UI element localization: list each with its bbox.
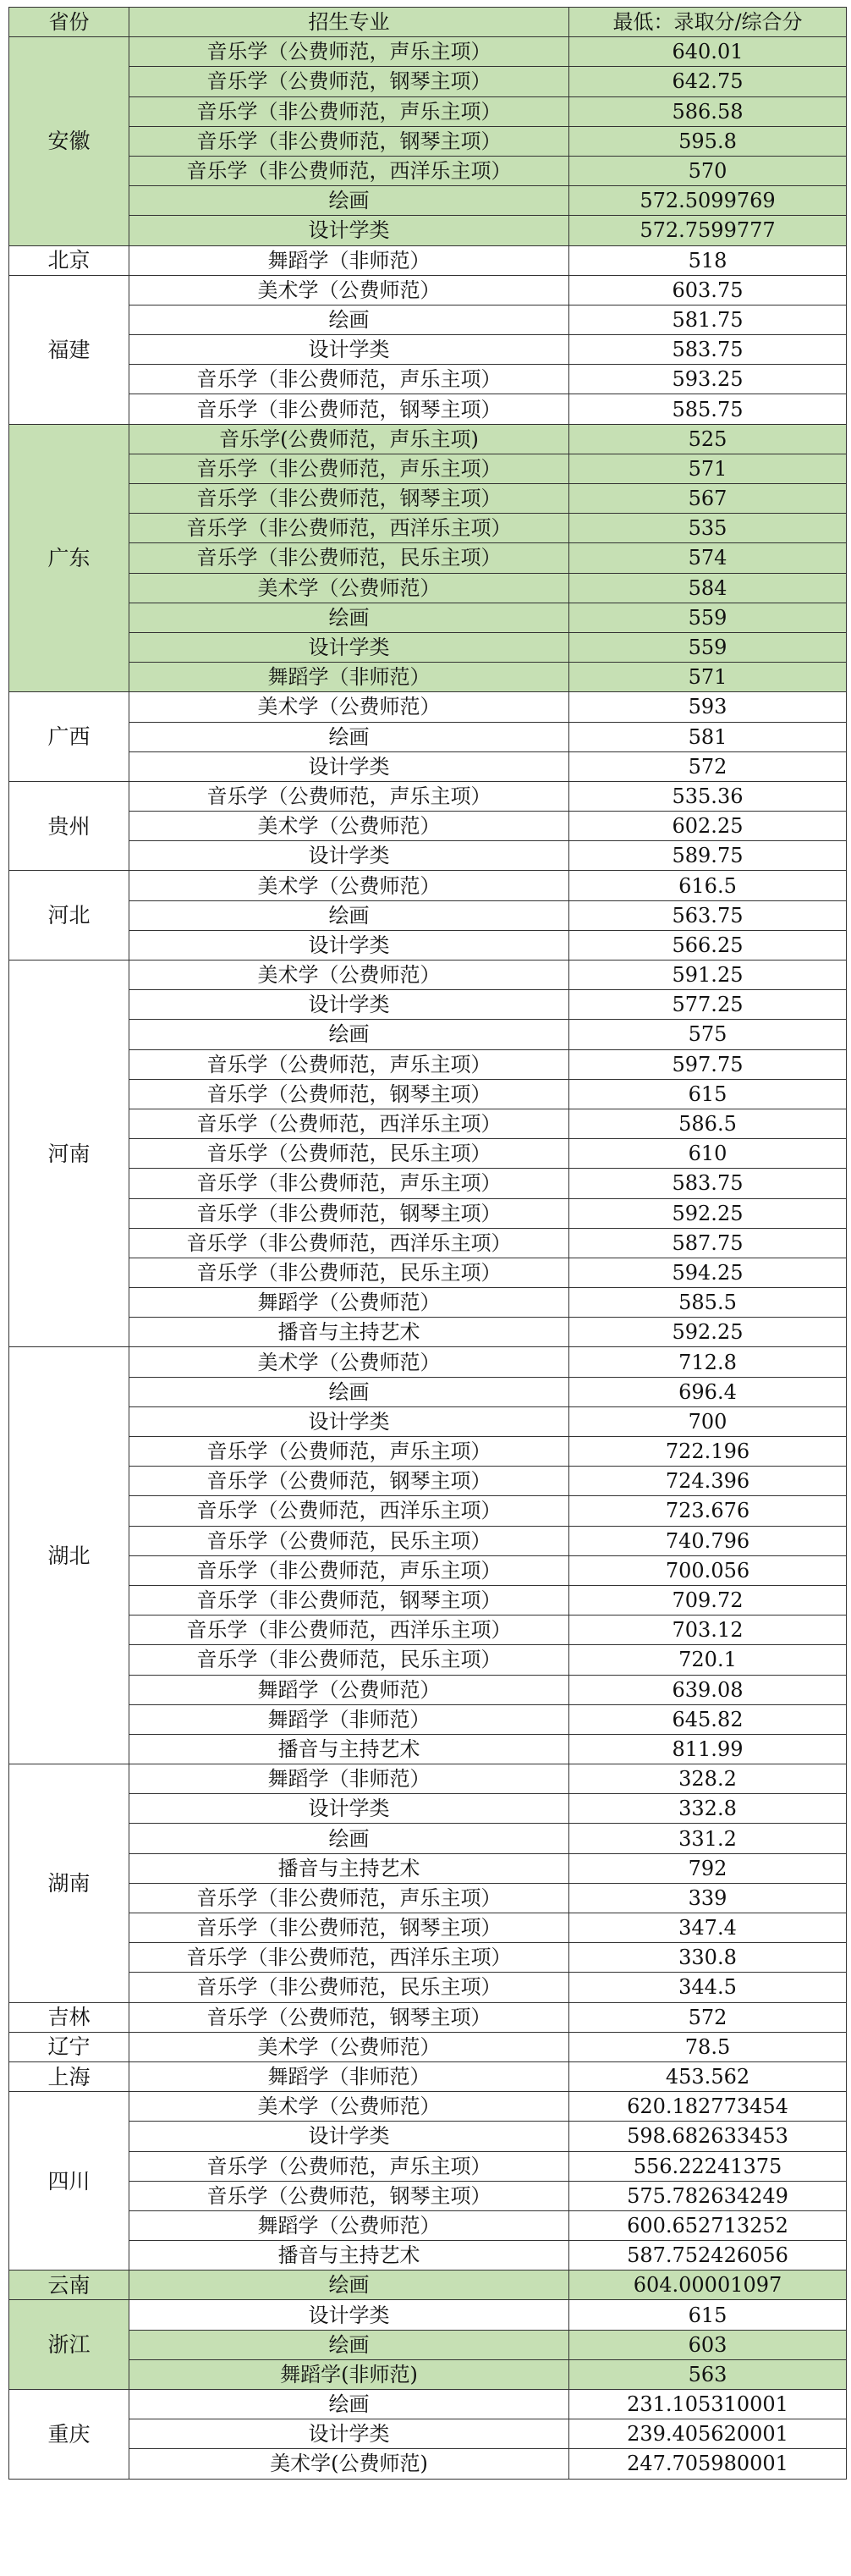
header-major: 招生专业 [129,8,569,37]
score-cell: 328.2 [569,1764,847,1794]
province-cell: 四川 [9,2092,129,2271]
province-cell: 福建 [9,275,129,424]
table-row [9,1616,847,1645]
major-cell: 音乐学（非公费师范，钢琴主项） [129,1585,569,1615]
major-cell: 绘画 [129,1824,569,1853]
table-row [9,1526,847,1555]
major-cell: 设计学类 [129,216,569,245]
score-cell: 574 [569,543,847,573]
table-row [9,2390,847,2419]
major-cell: 绘画 [129,2330,569,2359]
score-cell: 556.22241375 [569,2151,847,2181]
score-cell: 586.5 [569,1109,847,1138]
score-cell: 572 [569,751,847,781]
major-cell: 绘画 [129,1377,569,1406]
table-row [9,1406,847,1436]
table-row [9,1377,847,1406]
province-cell: 贵州 [9,781,129,871]
score-cell: 525 [569,424,847,454]
score-cell: 572.5099769 [569,186,847,216]
score-cell: 587.75 [569,1228,847,1258]
table-row [9,663,847,692]
score-cell: 583.75 [569,335,847,365]
table-row [9,454,847,483]
major-cell: 舞蹈学（非师范） [129,245,569,275]
score-cell: 331.2 [569,1824,847,1853]
table-row [9,2449,847,2479]
score-cell: 602.25 [569,812,847,841]
table-row [9,96,847,126]
score-cell: 586.58 [569,96,847,126]
table-row [9,2359,847,2389]
major-cell: 音乐学（非公费师范，钢琴主项） [129,484,569,514]
score-cell: 575 [569,1020,847,1049]
major-cell: 音乐学（公费师范，民乐主项） [129,1139,569,1169]
major-cell: 设计学类 [129,2122,569,2151]
table-row [9,812,847,841]
table-row [9,484,847,514]
major-cell: 音乐学（非公费师范，声乐主项） [129,1169,569,1198]
table-row [9,2122,847,2151]
table-row [9,37,847,67]
admission-score-table [8,7,847,2480]
score-cell: 563.75 [569,900,847,930]
table-row [9,126,847,156]
score-cell: 696.4 [569,1377,847,1406]
province-cell: 安徽 [9,37,129,245]
major-cell: 设计学类 [129,841,569,871]
score-cell: 581.75 [569,305,847,334]
table-row [9,2092,847,2122]
score-cell: 722.196 [569,1437,847,1467]
major-cell: 音乐学（非公费师范，西洋乐主项） [129,1228,569,1258]
table-row [9,1437,847,1467]
score-cell: 600.652713252 [569,2210,847,2240]
score-cell: 595.8 [569,126,847,156]
score-cell: 583.75 [569,1169,847,1198]
major-cell: 美术学（公费师范） [129,2092,569,2122]
major-cell: 设计学类 [129,2419,569,2449]
score-cell: 720.1 [569,1645,847,1675]
major-cell: 音乐学（公费师范，钢琴主项） [129,1079,569,1109]
major-cell: 音乐学（非公费师范，民乐主项） [129,543,569,573]
score-cell: 620.182773454 [569,2092,847,2122]
province-cell: 辽宁 [9,2032,129,2061]
score-cell: 740.796 [569,1526,847,1555]
table-row [9,1228,847,1258]
score-cell: 571 [569,663,847,692]
score-cell: 597.75 [569,1049,847,1079]
table-row [9,2419,847,2449]
score-cell: 594.25 [569,1258,847,1287]
table-row [9,1169,847,1198]
major-cell: 设计学类 [129,930,569,960]
table-row [9,1347,847,1377]
score-cell: 593.25 [569,365,847,394]
score-cell: 603.75 [569,275,847,305]
score-cell: 559 [569,632,847,662]
major-cell: 音乐学（非公费师范，民乐主项） [129,1258,569,1287]
header-province: 省份 [9,8,129,37]
table-row [9,871,847,900]
major-cell: 播音与主持艺术 [129,2241,569,2271]
province-cell: 河南 [9,960,129,1347]
score-cell: 615 [569,2300,847,2330]
table-row [9,841,847,871]
major-cell: 音乐学(公费师范，声乐主项) [129,424,569,454]
table-row [9,2330,847,2359]
table-row [9,960,847,990]
table-row [9,1288,847,1318]
score-cell: 231.105310001 [569,2390,847,2419]
score-cell: 610 [569,1139,847,1169]
province-cell: 上海 [9,2061,129,2091]
major-cell: 舞蹈学（非师范） [129,1704,569,1734]
table-row [9,2210,847,2240]
table-row [9,2151,847,2181]
table-row [9,2241,847,2271]
table-row [9,632,847,662]
score-cell: 811.99 [569,1734,847,1764]
major-cell: 播音与主持艺术 [129,1318,569,1347]
major-cell: 音乐学（非公费师范，声乐主项） [129,1883,569,1913]
major-cell: 舞蹈学（公费师范） [129,1675,569,1704]
table-row [9,2032,847,2061]
table-row [9,1853,847,1883]
table-row [9,1109,847,1138]
table-row [9,1764,847,1794]
major-cell: 音乐学（非公费师范，钢琴主项） [129,1913,569,1943]
table-row [9,1585,847,1615]
score-cell: 566.25 [569,930,847,960]
table-row [9,1139,847,1169]
major-cell: 音乐学（公费师范，民乐主项） [129,1526,569,1555]
province-cell: 云南 [9,2271,129,2300]
major-cell: 音乐学（公费师范，声乐主项） [129,1049,569,1079]
major-cell: 音乐学（非公费师范，西洋乐主项） [129,514,569,543]
table-row [9,335,847,365]
major-cell: 音乐学（公费师范，声乐主项） [129,1437,569,1467]
table-row [9,722,847,751]
major-cell: 音乐学（公费师范，西洋乐主项） [129,1496,569,1526]
major-cell: 美术学（公费师范） [129,812,569,841]
table-row [9,1049,847,1079]
major-cell: 音乐学（非公费师范，民乐主项） [129,1645,569,1675]
score-cell: 604.00001097 [569,2271,847,2300]
major-cell: 音乐学（公费师范，钢琴主项） [129,67,569,96]
major-cell: 绘画 [129,1020,569,1049]
major-cell: 音乐学（公费师范，钢琴主项） [129,2181,569,2210]
score-cell: 567 [569,484,847,514]
province-cell: 吉林 [9,2002,129,2032]
score-cell: 535.36 [569,781,847,811]
score-cell: 592.25 [569,1318,847,1347]
major-cell: 音乐学（非公费师范，西洋乐主项） [129,156,569,185]
score-cell: 642.75 [569,67,847,96]
major-cell: 绘画 [129,722,569,751]
score-cell: 645.82 [569,1704,847,1734]
table-row [9,1883,847,1913]
table-row [9,67,847,96]
score-cell: 700.056 [569,1555,847,1585]
province-cell: 河北 [9,871,129,960]
score-cell: 703.12 [569,1616,847,1645]
major-cell: 绘画 [129,305,569,334]
score-cell: 577.25 [569,990,847,1020]
major-cell: 音乐学（非公费师范，西洋乐主项） [129,1943,569,1973]
header-score: 最低：录取分/综合分 [569,8,847,37]
province-cell: 广西 [9,692,129,782]
score-cell: 616.5 [569,871,847,900]
major-cell: 设计学类 [129,632,569,662]
province-cell: 浙江 [9,2300,129,2390]
major-cell: 设计学类 [129,335,569,365]
score-cell: 570 [569,156,847,185]
major-cell: 播音与主持艺术 [129,1734,569,1764]
table-row [9,692,847,722]
table-row [9,990,847,1020]
score-cell: 587.752426056 [569,2241,847,2271]
major-cell: 绘画 [129,186,569,216]
score-cell: 709.72 [569,1585,847,1615]
table-row [9,365,847,394]
major-cell: 舞蹈学（公费师范） [129,1288,569,1318]
major-cell: 美术学（公费师范） [129,1347,569,1377]
major-cell: 音乐学（非公费师范，钢琴主项） [129,1198,569,1228]
score-cell: 615 [569,1079,847,1109]
score-cell: 347.4 [569,1913,847,1943]
table-row [9,305,847,334]
province-cell: 广东 [9,424,129,692]
major-cell: 设计学类 [129,2300,569,2330]
table-row [9,900,847,930]
table-row [9,394,847,424]
score-cell: 332.8 [569,1794,847,1824]
score-cell: 585.5 [569,1288,847,1318]
score-cell: 572.7599777 [569,216,847,245]
major-cell: 美术学（公费师范） [129,275,569,305]
major-cell: 播音与主持艺术 [129,1853,569,1883]
score-cell: 535 [569,514,847,543]
score-cell: 724.396 [569,1467,847,1496]
major-cell: 舞蹈学（非师范） [129,2061,569,2091]
major-cell: 音乐学（公费师范，钢琴主项） [129,2002,569,2032]
score-cell: 585.75 [569,394,847,424]
major-cell: 舞蹈学(非师范) [129,2359,569,2389]
score-cell: 330.8 [569,1943,847,1973]
major-cell: 音乐学（非公费师范，声乐主项） [129,365,569,394]
header-row [9,8,847,37]
score-cell: 700 [569,1406,847,1436]
major-cell: 音乐学（非公费师范，钢琴主项） [129,394,569,424]
table-row [9,1794,847,1824]
score-cell: 453.562 [569,2061,847,2091]
province-cell: 重庆 [9,2390,129,2480]
major-cell: 绘画 [129,900,569,930]
table-row [9,1198,847,1228]
table-row [9,1079,847,1109]
major-cell: 美术学（公费师范） [129,2032,569,2061]
table-row [9,2061,847,2091]
score-cell: 593 [569,692,847,722]
score-cell: 603 [569,2330,847,2359]
score-cell: 723.676 [569,1496,847,1526]
table-row [9,1318,847,1347]
major-cell: 音乐学（公费师范，声乐主项） [129,781,569,811]
score-cell: 247.705980001 [569,2449,847,2479]
table-row [9,2181,847,2210]
table-row [9,1645,847,1675]
score-cell: 581 [569,722,847,751]
score-cell: 589.75 [569,841,847,871]
table-row [9,1555,847,1585]
table-row [9,156,847,185]
table-row [9,245,847,275]
major-cell: 音乐学（公费师范，声乐主项） [129,2151,569,2181]
score-cell: 598.682633453 [569,2122,847,2151]
major-cell: 音乐学（非公费师范，民乐主项） [129,1973,569,2002]
score-cell: 591.25 [569,960,847,990]
score-cell: 518 [569,245,847,275]
table-row [9,751,847,781]
table-row [9,2002,847,2032]
table-row [9,1496,847,1526]
score-cell: 344.5 [569,1973,847,2002]
score-cell: 575.782634249 [569,2181,847,2210]
score-cell: 239.405620001 [569,2419,847,2449]
table-row [9,424,847,454]
table-row [9,186,847,216]
table-row [9,573,847,603]
score-cell: 563 [569,2359,847,2389]
table-row [9,514,847,543]
score-cell: 584 [569,573,847,603]
table-row [9,1973,847,2002]
major-cell: 音乐学（非公费师范，声乐主项） [129,96,569,126]
major-cell: 美术学（公费师范） [129,573,569,603]
table-row [9,1734,847,1764]
score-cell: 571 [569,454,847,483]
table-row [9,1675,847,1704]
table-row [9,1943,847,1973]
table-row [9,603,847,632]
major-cell: 绘画 [129,603,569,632]
table-row [9,930,847,960]
major-cell: 绘画 [129,2271,569,2300]
table-row [9,275,847,305]
major-cell: 音乐学（非公费师范，钢琴主项） [129,126,569,156]
score-cell: 592.25 [569,1198,847,1228]
score-cell: 639.08 [569,1675,847,1704]
score-cell: 640.01 [569,37,847,67]
table-row [9,1824,847,1853]
major-cell: 美术学（公费师范） [129,692,569,722]
major-cell: 美术学（公费师范） [129,960,569,990]
major-cell: 设计学类 [129,1406,569,1436]
table-row [9,1913,847,1943]
table-body [9,37,847,2479]
major-cell: 音乐学（非公费师范，西洋乐主项） [129,1616,569,1645]
province-cell: 湖北 [9,1347,129,1764]
major-cell: 设计学类 [129,990,569,1020]
major-cell: 音乐学（公费师范，钢琴主项） [129,1467,569,1496]
province-cell: 湖南 [9,1764,129,2003]
major-cell: 音乐学（公费师范，声乐主项） [129,37,569,67]
major-cell: 舞蹈学（非师范） [129,663,569,692]
table-row [9,543,847,573]
score-cell: 712.8 [569,1347,847,1377]
score-cell: 559 [569,603,847,632]
table-row [9,2271,847,2300]
score-cell: 572 [569,2002,847,2032]
major-cell: 绘画 [129,2390,569,2419]
major-cell: 音乐学（公费师范，西洋乐主项） [129,1109,569,1138]
table-row [9,1020,847,1049]
table-row [9,1258,847,1287]
score-cell: 78.5 [569,2032,847,2061]
major-cell: 舞蹈学（公费师范） [129,2210,569,2240]
major-cell: 美术学(公费师范) [129,2449,569,2479]
major-cell: 舞蹈学（非师范） [129,1764,569,1794]
score-cell: 339 [569,1883,847,1913]
province-cell: 北京 [9,245,129,275]
table-row [9,781,847,811]
score-cell: 792 [569,1853,847,1883]
major-cell: 音乐学（非公费师范，声乐主项） [129,1555,569,1585]
major-cell: 美术学（公费师范） [129,871,569,900]
table-row [9,1704,847,1734]
major-cell: 设计学类 [129,1794,569,1824]
table-row [9,1467,847,1496]
table-row [9,2300,847,2330]
major-cell: 设计学类 [129,751,569,781]
table-row [9,216,847,245]
major-cell: 音乐学（非公费师范，声乐主项） [129,454,569,483]
